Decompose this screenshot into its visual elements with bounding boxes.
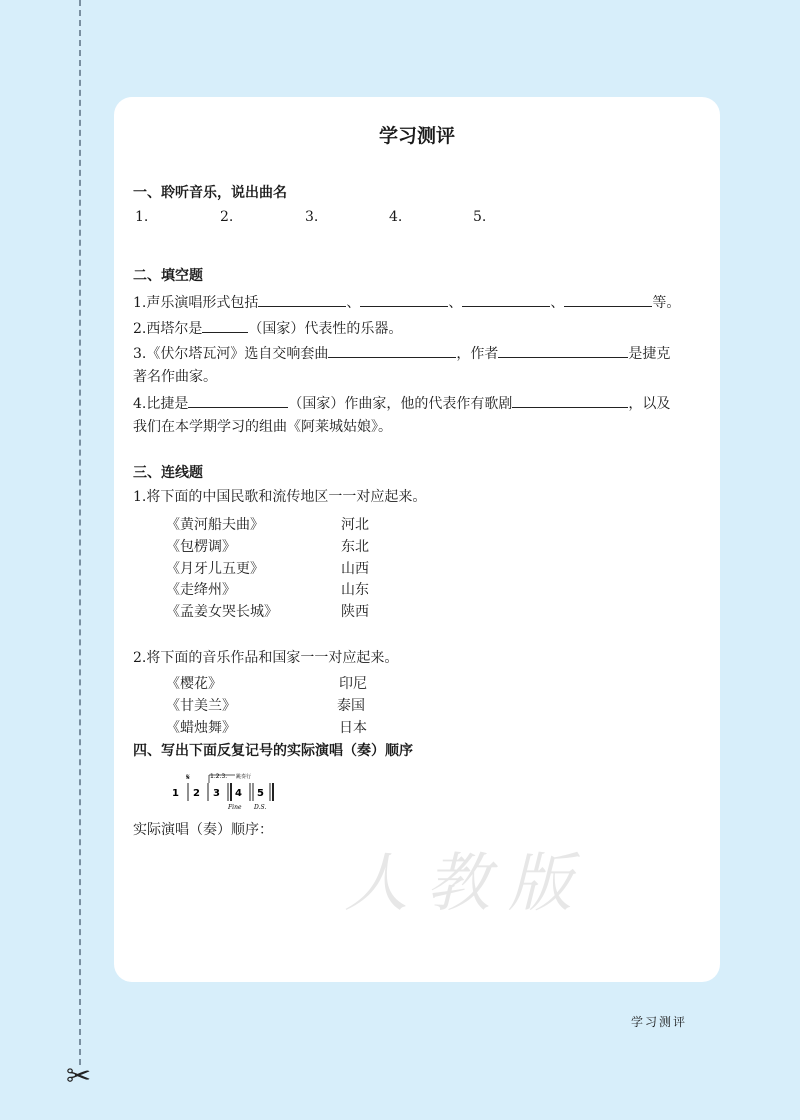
answer-label: 实际演唱（奏）顺序： [133, 822, 273, 838]
region[interactable]: 山西 [341, 561, 369, 577]
fill-question-3-line2: 著名作曲家。 [133, 369, 217, 385]
music-work[interactable]: 《樱花》 [166, 676, 222, 692]
folk-song[interactable]: 《包楞调》 [166, 539, 236, 555]
separator: 、 [550, 295, 565, 311]
answer-blank[interactable] [360, 292, 448, 307]
folk-song[interactable]: 《孟姜女哭长城》 [166, 604, 278, 620]
answer-blank[interactable] [512, 393, 628, 408]
country[interactable]: 印尼 [339, 676, 367, 692]
fill-question-2 [133, 318, 402, 339]
worksheet-card [114, 97, 720, 982]
fine-label: Fine [228, 804, 242, 811]
fill-question-1 [133, 292, 680, 313]
q2-text-b: （国家）代表性的乐器。 [248, 321, 403, 337]
q3-text-c: 是捷克 [628, 346, 671, 362]
bar-number: 1 [172, 788, 179, 799]
answer-blank[interactable] [564, 292, 652, 307]
region[interactable]: 山东 [341, 582, 369, 598]
match-question-1: 1.将下面的中国民歌和流传地区一一对应起来。 [133, 489, 427, 505]
fill-question-4-line2: 我们在本学期学习的组曲《阿莱城姑娘》。 [133, 419, 392, 435]
fill-question-3 [133, 343, 670, 364]
answer-blank[interactable] [498, 343, 628, 358]
listen-item-5: 5. [473, 209, 487, 225]
country[interactable]: 泰国 [337, 698, 365, 714]
region[interactable]: 陕西 [341, 604, 369, 620]
segno-icon: 𝄋 [186, 773, 190, 783]
q4-text-c: ，以及 [628, 396, 671, 412]
q3-text: 3.《伏尔塔瓦河》选自交响套曲 [133, 346, 329, 362]
folk-song[interactable]: 《黄河船夫曲》 [166, 517, 264, 533]
listen-item-1: 1. [135, 209, 149, 225]
repeat-notation [169, 769, 309, 813]
q4-text: 4.比捷是 [133, 396, 189, 412]
match-question-2: 2.将下面的音乐作品和国家一一对应起来。 [133, 650, 399, 666]
bar-number: 3 [213, 788, 220, 799]
volta-note: 跳奏行 [236, 774, 252, 780]
cut-line [79, 0, 81, 1065]
answer-blank[interactable] [258, 292, 346, 307]
music-work[interactable]: 《蜡烛舞》 [166, 720, 236, 736]
listen-item-2: 2. [220, 209, 234, 225]
country[interactable]: 日本 [339, 720, 367, 736]
separator: 、 [448, 295, 463, 311]
page-title: 学习测评 [378, 125, 455, 147]
folk-song[interactable]: 《月牙儿五更》 [166, 561, 264, 577]
region[interactable]: 东北 [341, 539, 369, 555]
answer-blank[interactable] [188, 393, 288, 408]
volta-label: 1.2.3. [210, 773, 228, 780]
answer-blank[interactable] [462, 292, 550, 307]
bar-number: 5 [257, 788, 264, 799]
q1-end: 等。 [652, 295, 681, 311]
section2-heading: 二、填空题 [133, 268, 203, 284]
section3-heading: 三、连线题 [133, 465, 203, 481]
scissors-icon: ✂ [66, 1059, 92, 1094]
ds-label: D.S. [254, 804, 267, 811]
section4-heading: 四、写出下面反复记号的实际演唱（奏）顺序 [133, 743, 413, 759]
repeat-notation-svg [169, 769, 309, 813]
listen-item-3: 3. [305, 209, 319, 225]
q4-text-b: （国家）作曲家，他的代表作有歌剧 [288, 396, 513, 412]
bar-number: 4 [235, 788, 242, 799]
separator: 、 [346, 295, 361, 311]
q2-text: 2.西塔尔是 [133, 321, 203, 337]
answer-area[interactable] [274, 823, 694, 841]
footer-label: 学习测评 [631, 1015, 688, 1029]
section1-heading: 一、聆听音乐，说出曲名 [133, 185, 287, 201]
fill-question-4 [133, 393, 670, 414]
watermark: 人教版 [344, 847, 590, 921]
q3-text-b: ，作者 [456, 346, 499, 362]
music-work[interactable]: 《甘美兰》 [166, 698, 236, 714]
q1-text: 1.声乐演唱形式包括 [133, 295, 259, 311]
folk-song[interactable]: 《走绛州》 [166, 582, 236, 598]
region[interactable]: 河北 [341, 517, 369, 533]
bar-number: 2 [193, 788, 200, 799]
answer-blank[interactable] [328, 343, 456, 358]
answer-blank[interactable] [202, 318, 248, 333]
listen-item-4: 4. [389, 209, 403, 225]
